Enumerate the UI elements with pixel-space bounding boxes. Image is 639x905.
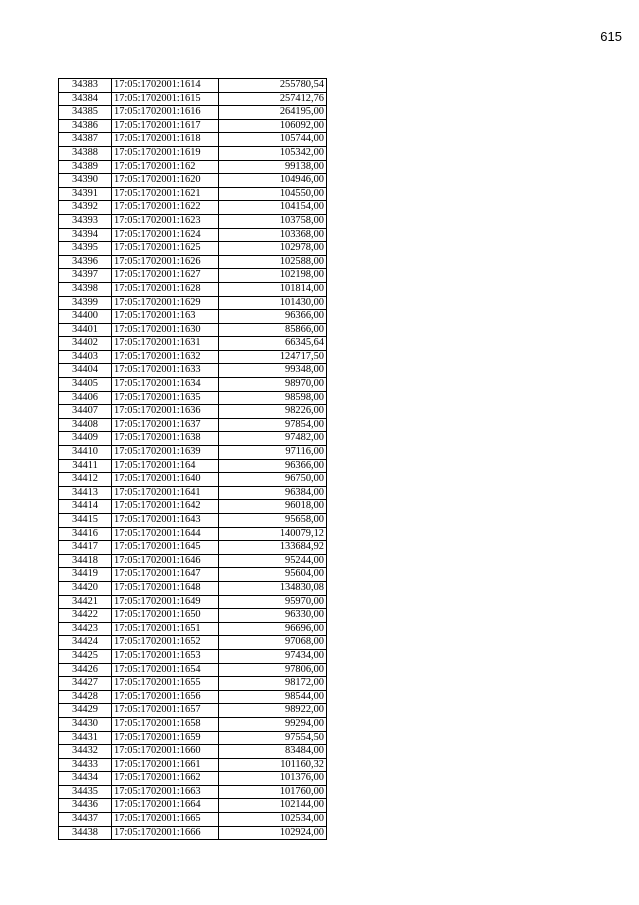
cadastral-number-cell: 17:05:1702001:1616 bbox=[112, 106, 219, 120]
row-id-cell: 34405 bbox=[59, 378, 112, 392]
cadastral-number-cell: 17:05:1702001:1658 bbox=[112, 717, 219, 731]
row-id-cell: 34393 bbox=[59, 214, 112, 228]
amount-cell: 98970,00 bbox=[219, 378, 327, 392]
cadastral-number-cell: 17:05:1702001:1636 bbox=[112, 405, 219, 419]
row-id-cell: 34386 bbox=[59, 119, 112, 133]
table-row bbox=[59, 119, 327, 133]
row-id-cell: 34398 bbox=[59, 282, 112, 296]
row-id-cell: 34387 bbox=[59, 133, 112, 147]
table-row bbox=[59, 609, 327, 623]
table-row bbox=[59, 554, 327, 568]
cadastral-number-cell: 17:05:1702001:1643 bbox=[112, 514, 219, 528]
amount-cell: 96018,00 bbox=[219, 500, 327, 514]
amount-cell: 95604,00 bbox=[219, 568, 327, 582]
cadastral-number-cell: 17:05:1702001:1626 bbox=[112, 255, 219, 269]
amount-cell: 96750,00 bbox=[219, 473, 327, 487]
row-id-cell: 34418 bbox=[59, 554, 112, 568]
cadastral-number-cell: 17:05:1702001:1646 bbox=[112, 554, 219, 568]
amount-cell: 98172,00 bbox=[219, 677, 327, 691]
amount-cell: 104154,00 bbox=[219, 201, 327, 215]
cadastral-number-cell: 17:05:1702001:1664 bbox=[112, 799, 219, 813]
table-row bbox=[59, 337, 327, 351]
amount-cell: 99138,00 bbox=[219, 160, 327, 174]
row-id-cell: 34404 bbox=[59, 364, 112, 378]
amount-cell: 105342,00 bbox=[219, 146, 327, 160]
amount-cell: 255780,54 bbox=[219, 79, 327, 93]
cadastral-number-cell: 17:05:1702001:1647 bbox=[112, 568, 219, 582]
amount-cell: 104946,00 bbox=[219, 174, 327, 188]
row-id-cell: 34429 bbox=[59, 704, 112, 718]
cadastral-number-cell: 17:05:1702001:1655 bbox=[112, 677, 219, 691]
row-id-cell: 34396 bbox=[59, 255, 112, 269]
cadastral-number-cell: 17:05:1702001:163 bbox=[112, 310, 219, 324]
cadastral-number-cell: 17:05:1702001:1631 bbox=[112, 337, 219, 351]
cadastral-number-cell: 17:05:1702001:1639 bbox=[112, 446, 219, 460]
amount-cell: 106092,00 bbox=[219, 119, 327, 133]
row-id-cell: 34399 bbox=[59, 296, 112, 310]
amount-cell: 103758,00 bbox=[219, 214, 327, 228]
cadastral-number-cell: 17:05:1702001:1640 bbox=[112, 473, 219, 487]
table-row bbox=[59, 568, 327, 582]
table-row bbox=[59, 717, 327, 731]
amount-cell: 101430,00 bbox=[219, 296, 327, 310]
ledger-table bbox=[58, 78, 327, 840]
cadastral-number-cell: 17:05:1702001:1649 bbox=[112, 595, 219, 609]
row-id-cell: 34423 bbox=[59, 622, 112, 636]
cadastral-number-cell: 17:05:1702001:1654 bbox=[112, 663, 219, 677]
table-row bbox=[59, 418, 327, 432]
row-id-cell: 34419 bbox=[59, 568, 112, 582]
row-id-cell: 34410 bbox=[59, 446, 112, 460]
table-row bbox=[59, 323, 327, 337]
table-row bbox=[59, 541, 327, 555]
row-id-cell: 34431 bbox=[59, 731, 112, 745]
table-row bbox=[59, 92, 327, 106]
row-id-cell: 34414 bbox=[59, 500, 112, 514]
amount-cell: 97116,00 bbox=[219, 446, 327, 460]
cadastral-number-cell: 17:05:1702001:1620 bbox=[112, 174, 219, 188]
row-id-cell: 34412 bbox=[59, 473, 112, 487]
table-row bbox=[59, 187, 327, 201]
amount-cell: 97482,00 bbox=[219, 432, 327, 446]
table-row bbox=[59, 133, 327, 147]
table-row bbox=[59, 106, 327, 120]
amount-cell: 101814,00 bbox=[219, 282, 327, 296]
row-id-cell: 34400 bbox=[59, 310, 112, 324]
row-id-cell: 34417 bbox=[59, 541, 112, 555]
amount-cell: 97806,00 bbox=[219, 663, 327, 677]
table-row bbox=[59, 405, 327, 419]
row-id-cell: 34432 bbox=[59, 745, 112, 759]
amount-cell: 102924,00 bbox=[219, 826, 327, 840]
table-row bbox=[59, 242, 327, 256]
amount-cell: 102144,00 bbox=[219, 799, 327, 813]
table-row bbox=[59, 201, 327, 215]
amount-cell: 83484,00 bbox=[219, 745, 327, 759]
table-row bbox=[59, 269, 327, 283]
amount-cell: 96366,00 bbox=[219, 310, 327, 324]
row-id-cell: 34403 bbox=[59, 350, 112, 364]
row-id-cell: 34425 bbox=[59, 649, 112, 663]
row-id-cell: 34416 bbox=[59, 527, 112, 541]
amount-cell: 98544,00 bbox=[219, 690, 327, 704]
row-id-cell: 34406 bbox=[59, 391, 112, 405]
table-row bbox=[59, 772, 327, 786]
row-id-cell: 34391 bbox=[59, 187, 112, 201]
row-id-cell: 34437 bbox=[59, 813, 112, 827]
cadastral-number-cell: 17:05:1702001:1619 bbox=[112, 146, 219, 160]
row-id-cell: 34428 bbox=[59, 690, 112, 704]
row-id-cell: 34420 bbox=[59, 581, 112, 595]
row-id-cell: 34421 bbox=[59, 595, 112, 609]
row-id-cell: 34402 bbox=[59, 337, 112, 351]
amount-cell: 140079,12 bbox=[219, 527, 327, 541]
cadastral-number-cell: 17:05:1702001:1624 bbox=[112, 228, 219, 242]
amount-cell: 98598,00 bbox=[219, 391, 327, 405]
row-id-cell: 34426 bbox=[59, 663, 112, 677]
table-row bbox=[59, 432, 327, 446]
row-id-cell: 34415 bbox=[59, 514, 112, 528]
table-row bbox=[59, 282, 327, 296]
cadastral-number-cell: 17:05:1702001:1633 bbox=[112, 364, 219, 378]
cadastral-number-cell: 17:05:1702001:1645 bbox=[112, 541, 219, 555]
cadastral-number-cell: 17:05:1702001:1614 bbox=[112, 79, 219, 93]
cadastral-number-cell: 17:05:1702001:162 bbox=[112, 160, 219, 174]
table-row bbox=[59, 636, 327, 650]
cadastral-number-cell: 17:05:1702001:1617 bbox=[112, 119, 219, 133]
table-row bbox=[59, 622, 327, 636]
cadastral-number-cell: 17:05:1702001:1629 bbox=[112, 296, 219, 310]
row-id-cell: 34433 bbox=[59, 758, 112, 772]
table-row bbox=[59, 296, 327, 310]
cadastral-number-cell: 17:05:1702001:1625 bbox=[112, 242, 219, 256]
cadastral-number-cell: 17:05:1702001:1634 bbox=[112, 378, 219, 392]
row-id-cell: 34390 bbox=[59, 174, 112, 188]
table-row bbox=[59, 527, 327, 541]
amount-cell: 102588,00 bbox=[219, 255, 327, 269]
cadastral-number-cell: 17:05:1702001:1660 bbox=[112, 745, 219, 759]
amount-cell: 257412,76 bbox=[219, 92, 327, 106]
table-row bbox=[59, 79, 327, 93]
amount-cell: 95658,00 bbox=[219, 514, 327, 528]
table-row bbox=[59, 378, 327, 392]
amount-cell: 95244,00 bbox=[219, 554, 327, 568]
row-id-cell: 34408 bbox=[59, 418, 112, 432]
cadastral-number-cell: 17:05:1702001:1662 bbox=[112, 772, 219, 786]
cadastral-number-cell: 17:05:1702001:1652 bbox=[112, 636, 219, 650]
amount-cell: 104550,00 bbox=[219, 187, 327, 201]
table-row bbox=[59, 310, 327, 324]
row-id-cell: 34430 bbox=[59, 717, 112, 731]
table-row bbox=[59, 486, 327, 500]
table-row bbox=[59, 704, 327, 718]
cadastral-number-cell: 17:05:1702001:1666 bbox=[112, 826, 219, 840]
table-row bbox=[59, 255, 327, 269]
amount-cell: 97554,50 bbox=[219, 731, 327, 745]
amount-cell: 97434,00 bbox=[219, 649, 327, 663]
amount-cell: 101376,00 bbox=[219, 772, 327, 786]
ledger-table-body bbox=[59, 79, 327, 840]
table-row bbox=[59, 446, 327, 460]
amount-cell: 96366,00 bbox=[219, 459, 327, 473]
amount-cell: 96696,00 bbox=[219, 622, 327, 636]
table-row bbox=[59, 214, 327, 228]
amount-cell: 102978,00 bbox=[219, 242, 327, 256]
amount-cell: 101760,00 bbox=[219, 785, 327, 799]
table-row bbox=[59, 160, 327, 174]
row-id-cell: 34394 bbox=[59, 228, 112, 242]
row-id-cell: 34389 bbox=[59, 160, 112, 174]
amount-cell: 98922,00 bbox=[219, 704, 327, 718]
cadastral-number-cell: 17:05:1702001:1622 bbox=[112, 201, 219, 215]
table-row bbox=[59, 500, 327, 514]
cadastral-number-cell: 17:05:1702001:1628 bbox=[112, 282, 219, 296]
page-number: 615 bbox=[600, 29, 622, 44]
table-row bbox=[59, 364, 327, 378]
cadastral-number-cell: 17:05:1702001:1648 bbox=[112, 581, 219, 595]
table-row bbox=[59, 459, 327, 473]
amount-cell: 97854,00 bbox=[219, 418, 327, 432]
row-id-cell: 34427 bbox=[59, 677, 112, 691]
row-id-cell: 34392 bbox=[59, 201, 112, 215]
cadastral-number-cell: 17:05:1702001:1661 bbox=[112, 758, 219, 772]
row-id-cell: 34395 bbox=[59, 242, 112, 256]
row-id-cell: 34411 bbox=[59, 459, 112, 473]
table-row bbox=[59, 228, 327, 242]
table-row bbox=[59, 581, 327, 595]
amount-cell: 103368,00 bbox=[219, 228, 327, 242]
table-row bbox=[59, 690, 327, 704]
cadastral-number-cell: 17:05:1702001:1632 bbox=[112, 350, 219, 364]
amount-cell: 99348,00 bbox=[219, 364, 327, 378]
table-row bbox=[59, 663, 327, 677]
cadastral-number-cell: 17:05:1702001:1627 bbox=[112, 269, 219, 283]
cadastral-number-cell: 17:05:1702001:1635 bbox=[112, 391, 219, 405]
row-id-cell: 34384 bbox=[59, 92, 112, 106]
amount-cell: 95970,00 bbox=[219, 595, 327, 609]
cadastral-number-cell: 17:05:1702001:1650 bbox=[112, 609, 219, 623]
row-id-cell: 34424 bbox=[59, 636, 112, 650]
table-row bbox=[59, 146, 327, 160]
table-row bbox=[59, 595, 327, 609]
amount-cell: 96384,00 bbox=[219, 486, 327, 500]
amount-cell: 96330,00 bbox=[219, 609, 327, 623]
cadastral-number-cell: 17:05:1702001:1644 bbox=[112, 527, 219, 541]
cadastral-number-cell: 17:05:1702001:1618 bbox=[112, 133, 219, 147]
cadastral-number-cell: 17:05:1702001:1637 bbox=[112, 418, 219, 432]
cadastral-number-cell: 17:05:1702001:1638 bbox=[112, 432, 219, 446]
cadastral-number-cell: 17:05:1702001:1663 bbox=[112, 785, 219, 799]
cadastral-number-cell: 17:05:1702001:1653 bbox=[112, 649, 219, 663]
amount-cell: 105744,00 bbox=[219, 133, 327, 147]
table-row bbox=[59, 649, 327, 663]
row-id-cell: 34413 bbox=[59, 486, 112, 500]
amount-cell: 102198,00 bbox=[219, 269, 327, 283]
row-id-cell: 34409 bbox=[59, 432, 112, 446]
amount-cell: 124717,50 bbox=[219, 350, 327, 364]
cadastral-number-cell: 17:05:1702001:1657 bbox=[112, 704, 219, 718]
row-id-cell: 34407 bbox=[59, 405, 112, 419]
amount-cell: 102534,00 bbox=[219, 813, 327, 827]
row-id-cell: 34434 bbox=[59, 772, 112, 786]
cadastral-number-cell: 17:05:1702001:1615 bbox=[112, 92, 219, 106]
table-row bbox=[59, 785, 327, 799]
table-row bbox=[59, 514, 327, 528]
cadastral-number-cell: 17:05:1702001:1659 bbox=[112, 731, 219, 745]
amount-cell: 97068,00 bbox=[219, 636, 327, 650]
amount-cell: 98226,00 bbox=[219, 405, 327, 419]
amount-cell: 133684,92 bbox=[219, 541, 327, 555]
amount-cell: 264195,00 bbox=[219, 106, 327, 120]
row-id-cell: 34401 bbox=[59, 323, 112, 337]
table-row bbox=[59, 799, 327, 813]
table-row bbox=[59, 758, 327, 772]
amount-cell: 66345,64 bbox=[219, 337, 327, 351]
cadastral-number-cell: 17:05:1702001:1641 bbox=[112, 486, 219, 500]
row-id-cell: 34438 bbox=[59, 826, 112, 840]
cadastral-number-cell: 17:05:1702001:1642 bbox=[112, 500, 219, 514]
amount-cell: 85866,00 bbox=[219, 323, 327, 337]
row-id-cell: 34436 bbox=[59, 799, 112, 813]
table-row bbox=[59, 677, 327, 691]
cadastral-number-cell: 17:05:1702001:1665 bbox=[112, 813, 219, 827]
cadastral-number-cell: 17:05:1702001:164 bbox=[112, 459, 219, 473]
row-id-cell: 34383 bbox=[59, 79, 112, 93]
table-row bbox=[59, 745, 327, 759]
table-row bbox=[59, 813, 327, 827]
amount-cell: 134830,08 bbox=[219, 581, 327, 595]
cadastral-number-cell: 17:05:1702001:1656 bbox=[112, 690, 219, 704]
row-id-cell: 34397 bbox=[59, 269, 112, 283]
table-row bbox=[59, 731, 327, 745]
table-row bbox=[59, 391, 327, 405]
table-row bbox=[59, 350, 327, 364]
amount-cell: 101160,32 bbox=[219, 758, 327, 772]
table-row bbox=[59, 174, 327, 188]
cadastral-number-cell: 17:05:1702001:1651 bbox=[112, 622, 219, 636]
cadastral-number-cell: 17:05:1702001:1623 bbox=[112, 214, 219, 228]
table-row bbox=[59, 473, 327, 487]
row-id-cell: 34388 bbox=[59, 146, 112, 160]
table-row bbox=[59, 826, 327, 840]
row-id-cell: 34422 bbox=[59, 609, 112, 623]
row-id-cell: 34435 bbox=[59, 785, 112, 799]
amount-cell: 99294,00 bbox=[219, 717, 327, 731]
row-id-cell: 34385 bbox=[59, 106, 112, 120]
cadastral-number-cell: 17:05:1702001:1621 bbox=[112, 187, 219, 201]
cadastral-number-cell: 17:05:1702001:1630 bbox=[112, 323, 219, 337]
